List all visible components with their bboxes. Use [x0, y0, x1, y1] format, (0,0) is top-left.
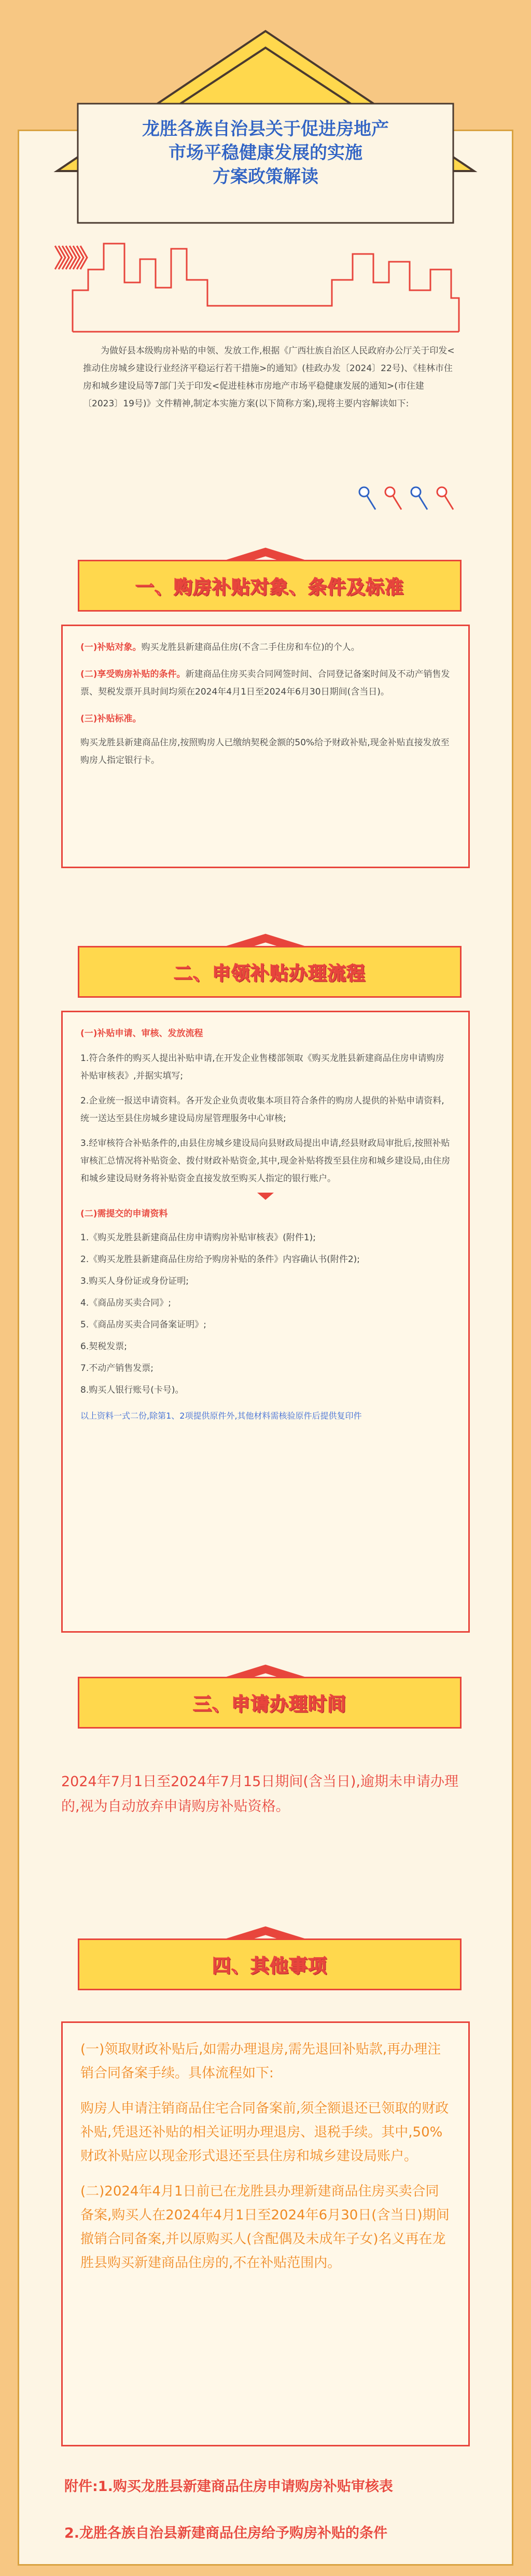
list-item: 8.购买人银行账号(卡号)。 — [80, 1385, 184, 1395]
subsection-heading: (一)补贴申请、审核、发放流程 — [80, 1028, 203, 1039]
list-item: 3.购买人身份证或身份证明; — [80, 1276, 189, 1286]
section-3-block — [61, 1757, 470, 1871]
subsection-heading: (二)享受购房补贴的条件。 — [80, 669, 186, 680]
paragraph: 2.企业统一报送申请资料。各开发企业负责收集本项目符合条件的购房人提供的补贴申请资料,统一送达至县住房城乡建设局房屋管理服务中心审核; — [80, 1096, 444, 1124]
attachment-line-1: 附件:1.购买龙胜县新建商品住房申请购房补贴审核表 — [64, 2479, 393, 2495]
paragraph: 3.经审核符合补贴条件的,由县住房城乡建设局向县财政局提出申请,经县财政局审批后,按照补贴审核汇总情况将补贴资金、拨付财政补贴资金,其中,现金补贴将拨至县住房和城乡建设局,由住房和城乡建设局财务将补贴资金直接发放至购买人指定的银行账户。 — [80, 1138, 451, 1184]
subsection-heading: (三)补贴标准。 — [80, 714, 142, 724]
list-item: 5.《商品房买卖合同备案证明》; — [80, 1320, 206, 1330]
list-item: 4.《商品房买卖合同》; — [80, 1298, 171, 1308]
section-title-1: 一、购房补贴对象、条件及标准 — [78, 560, 462, 612]
pushpins-icon — [355, 485, 458, 516]
section-title-2: 二、申领补贴办理流程 — [78, 946, 462, 998]
section-title-4: 四、其他事项 — [78, 1938, 462, 1990]
page-title: 龙胜各族自治县关于促进房地产 市场平稳健康发展的实施 方案政策解读 — [142, 119, 389, 187]
paragraph: 1.符合条件的购买人提出补贴申请,在开发企业售楼部领取《购买龙胜县新建商品住房申请购房补贴审核表》,并据实填写; — [80, 1053, 444, 1081]
section-4-card — [61, 2021, 470, 2446]
attachment-line-2: 2.龙胜各族自治县新建商品住房给予购房补贴的条件 — [64, 2525, 388, 2541]
list-item: 7.不动产销售发票; — [80, 1363, 153, 1374]
note-text: 以上资料一式二份,除第1、2项提供原件外,其他材料需核验原件后提供复印件 — [80, 1411, 362, 1421]
paragraph: 购买龙胜县新建商品住房,按照购房人已缴纳契税金额的50%给予财政补贴,现金补贴直接发放至购房人指定银行卡。 — [80, 738, 450, 766]
section-title-3: 三、申请办理时间 — [78, 1677, 462, 1729]
list-item: 1.《购买龙胜县新建商品住房申请购房补贴审核表》(附件1); — [80, 1233, 316, 1243]
intro-paragraph: 为做好县本级购房补贴的申领、发放工作,根据《广西壮族自治区人民政府办公厅关于印发<推动住房城乡建设行业经济平稳运行若干措施>的通知》(桂政办发〔2024〕22号)、《桂林市住房和城乡建设局等7部门关于印发<促进桂林市房地产市场平稳健康发展的通知>(市住建〔2023〕19号)》文件精神,制定本实施方案(以下简称方案),现将主要内容解读如下: — [83, 346, 455, 409]
list-item: 2.《购买龙胜县新建商品住房给予购房补贴的条件》内容确认书(附件2); — [80, 1254, 360, 1265]
list-item: 6.契税发票; — [80, 1341, 127, 1352]
section-2-card — [61, 1011, 470, 1633]
paragraph: (一)领取财政补贴后,如需办理退房,需先退回补贴款,再办理注销合同备案手续。具体流程如下: — [80, 2042, 441, 2081]
paragraph: 新建商品住房买卖合同网签时间、合同登记备案时间及不动产销售发票、契税发票开具时间均须在2024年4月1日至2024年6月30日期间(含当日)。 — [80, 669, 450, 697]
paragraph: (二)2024年4月1日前已在龙胜县办理新建商品住房买卖合同备案,购买人在2024年4月1日至2024年6月30日(含当日)期间撤销合同备案,并以原购买人(含配偶及未成年子女)名义再在龙胜县购买新建商品住房的,不在补贴范围内。 — [80, 2184, 450, 2271]
section-1-card — [61, 625, 470, 868]
subsection-heading: (二)需提交的申请资料 — [80, 1209, 168, 1219]
arrow-down-icon — [257, 1193, 274, 1200]
paragraph: 2024年7月1日至2024年7月15日期间(含当日),逾期未申请办理的,视为自动放弃申请购房补贴资格。 — [61, 1774, 458, 1815]
chevron-arrows-icon: 》》》》 — [54, 244, 96, 273]
paragraph: 购房人申请注销商品住宅合同备案前,须全额退还已领取的财政补贴,凭退还补贴的相关证明办理退房、退税手续。其中,50%财政补贴应以现金形式退还至县住房和城乡建设局账户。 — [80, 2101, 449, 2164]
paragraph: 购买龙胜县新建商品住房(不含二手住房和车位)的个人。 — [141, 642, 360, 653]
subsection-heading: (一)补贴对象。 — [80, 642, 142, 653]
